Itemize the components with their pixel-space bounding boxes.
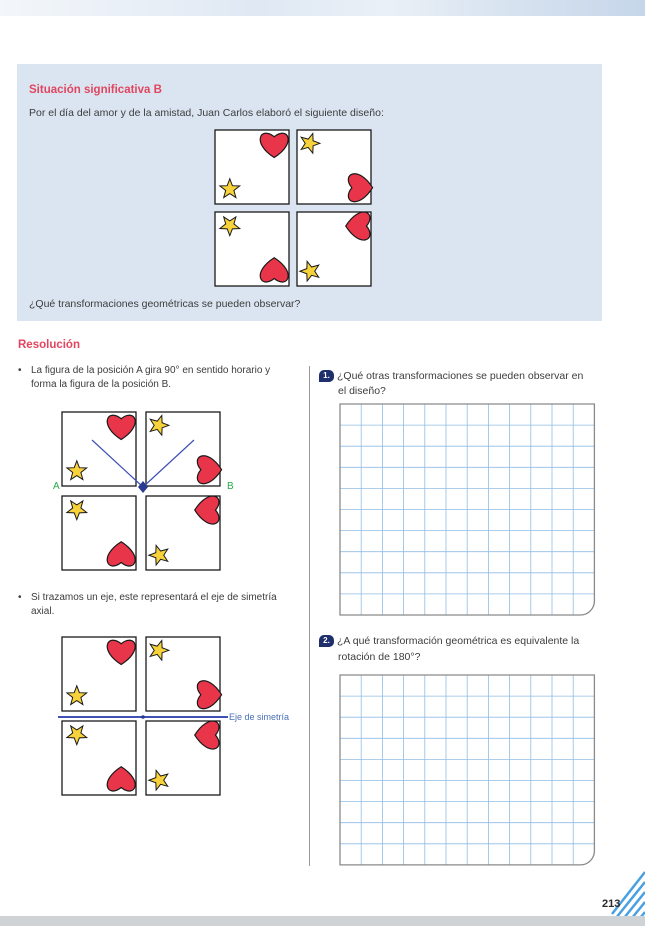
rotation-figure (62, 412, 224, 575)
answer-grid-1[interactable] (340, 404, 596, 616)
situation-title: Situación significativa B (29, 84, 162, 96)
label-position-a: A (53, 481, 60, 492)
question-2-number: 2. (319, 635, 334, 647)
header-band (0, 0, 645, 16)
label-position-b: B (227, 481, 234, 492)
bullet-rotation-line2: forma la figura de la posición B. (31, 379, 172, 390)
question-2-line1: ¿A qué transformación geométrica es equivalente la (337, 635, 580, 647)
situation-question: ¿Qué transformaciones geométricas se pueden observar? (29, 298, 301, 310)
squares-group (215, 130, 373, 286)
bullet-symmetry-line1: Si trazamos un eje, este representará el eje de simetría (31, 592, 277, 603)
question-1-line2: el diseño? (338, 385, 386, 397)
question-1 (319, 368, 583, 384)
question-2-line2: rotación de 180°? (338, 651, 421, 663)
question-2 (319, 633, 579, 649)
bullet-symmetry-line2: axial. (31, 606, 55, 617)
bullet-symmetry (18, 591, 277, 619)
answer-grid-2[interactable] (340, 675, 596, 867)
page-number: 213 (602, 898, 621, 910)
column-divider (309, 366, 310, 866)
design-figure (214, 129, 380, 287)
bullet-dot: • (18, 592, 22, 603)
situation-text: Por el día del amor y de la amistad, Juan Carlos elaboró el siguiente diseño: (29, 107, 384, 119)
symmetry-axis-point (141, 715, 145, 719)
bullet-rotation-line1: La figura de la posición A gira 90° en sentido horario y (31, 365, 271, 376)
bullet-dot: • (18, 365, 22, 376)
question-1-number: 1. (319, 370, 334, 382)
resolution-title: Resolución (18, 339, 80, 351)
symmetry-axis-label: Eje de simetría (229, 712, 290, 722)
bullet-rotation (18, 364, 271, 392)
footer-band (0, 916, 645, 926)
symmetry-figure (62, 637, 224, 800)
question-1-line1: ¿Qué otras transformaciones se pueden observar en (337, 370, 584, 382)
